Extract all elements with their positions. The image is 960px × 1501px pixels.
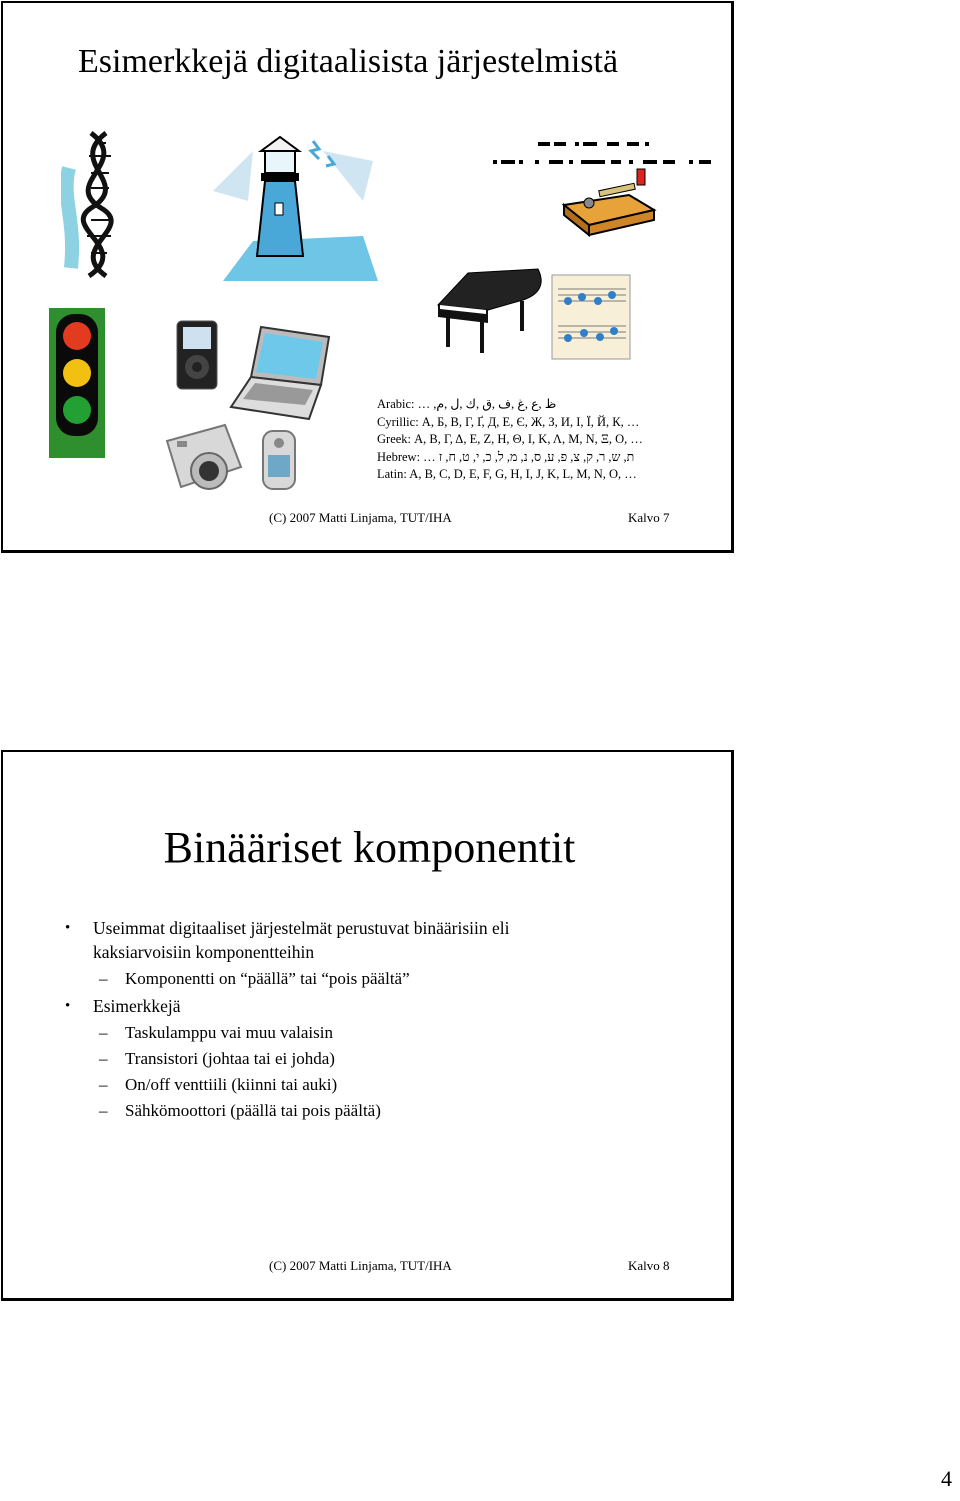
- bullet-dot-icon: •: [65, 920, 71, 936]
- dash-icon: –: [99, 1101, 108, 1120]
- traffic-light-icon: [49, 308, 105, 458]
- bullet-item: [65, 994, 593, 1018]
- sub-bullet-item: [65, 1072, 593, 1098]
- piano-icon: [428, 265, 548, 357]
- mobile-phone-icon: [255, 427, 303, 493]
- dash-icon: –: [99, 969, 108, 988]
- sub-bullet-item: [65, 1098, 593, 1124]
- cyrillic-line: Cyrillic: А, Б, В, Г, Ґ, Д, Е, Є, Ж, З, И, І, Ї, Й, К, …: [377, 414, 640, 429]
- slide-title: Binääriset komponentit: [163, 823, 576, 872]
- camera-icon: [163, 421, 245, 495]
- lighthouse-icon: [213, 131, 383, 291]
- greek-line: Greek: Α, Β, Γ, Δ, Ε, Ζ, Η, Θ, Ι, Κ, Λ, Μ, Ν, Ξ, Ο, …: [377, 432, 643, 446]
- bullet-item: [65, 916, 593, 964]
- hebrew-line: Hebrew: … ת, ש, ר, ק, צ, פ, ע, ס, נ, מ, ל, כ, י, ט, ח, ז: [377, 449, 635, 464]
- slide-footer-credit: (C) 2007 Matti Linjama, TUT/IHA: [269, 1258, 452, 1273]
- sub-bullet-text: Transistori (johtaa tai ei johda): [125, 1049, 335, 1068]
- sub-bullet-item: [65, 1046, 593, 1072]
- telegraph-key-icon: [559, 165, 659, 237]
- page-number: 4: [941, 1466, 952, 1491]
- bullet-list: [65, 916, 593, 1124]
- dna-icon: [61, 128, 133, 278]
- sub-bullet-text: Komponentti on “päällä” tai “pois päältä”: [125, 969, 410, 988]
- bullet-text: Esimerkkejä: [93, 996, 181, 1016]
- sub-bullet-text: Sähkömoottori (päällä tai pois päältä): [125, 1101, 381, 1120]
- dash-icon: –: [99, 1023, 108, 1042]
- mp3-player-icon: [175, 319, 219, 391]
- laptop-icon: [225, 323, 335, 425]
- slide-number: Kalvo 7: [628, 510, 670, 525]
- slide-title: Esimerkkejä digitaalisista järjestelmistä: [78, 43, 619, 80]
- alphabet-list: [377, 396, 643, 484]
- slide-number: Kalvo 8: [628, 1258, 670, 1273]
- morse-code-icon: [493, 138, 715, 168]
- slide-footer-credit: (C) 2007 Matti Linjama, TUT/IHA: [269, 510, 452, 525]
- latin-line: Latin: A, B, C, D, E, F, G, H, I, J, K, L, M, N, O, …: [377, 467, 637, 481]
- sub-bullet-item: [65, 966, 593, 992]
- sub-bullet-text: Taskulamppu vai muu valaisin: [125, 1023, 333, 1042]
- sub-bullet-item: [65, 1020, 593, 1046]
- arabic-line: Arabic: … ,ظ ,ع ,غ ,ف ,ق ,ك ,ل ,م: [377, 397, 557, 411]
- dash-icon: –: [99, 1075, 108, 1094]
- slide-7: [1, 1, 734, 553]
- dash-icon: –: [99, 1049, 108, 1068]
- sub-bullet-text: On/off venttiili (kiinni tai auki): [125, 1075, 338, 1094]
- sheet-music-icon: [548, 271, 634, 363]
- bullet-text: Useimmat digitaaliset järjestelmät perustuvat binäärisiin eli kaksiarvoisiin komponentteihin: [93, 918, 510, 962]
- slide-8: [1, 750, 734, 1301]
- bullet-dot-icon: •: [65, 998, 71, 1014]
